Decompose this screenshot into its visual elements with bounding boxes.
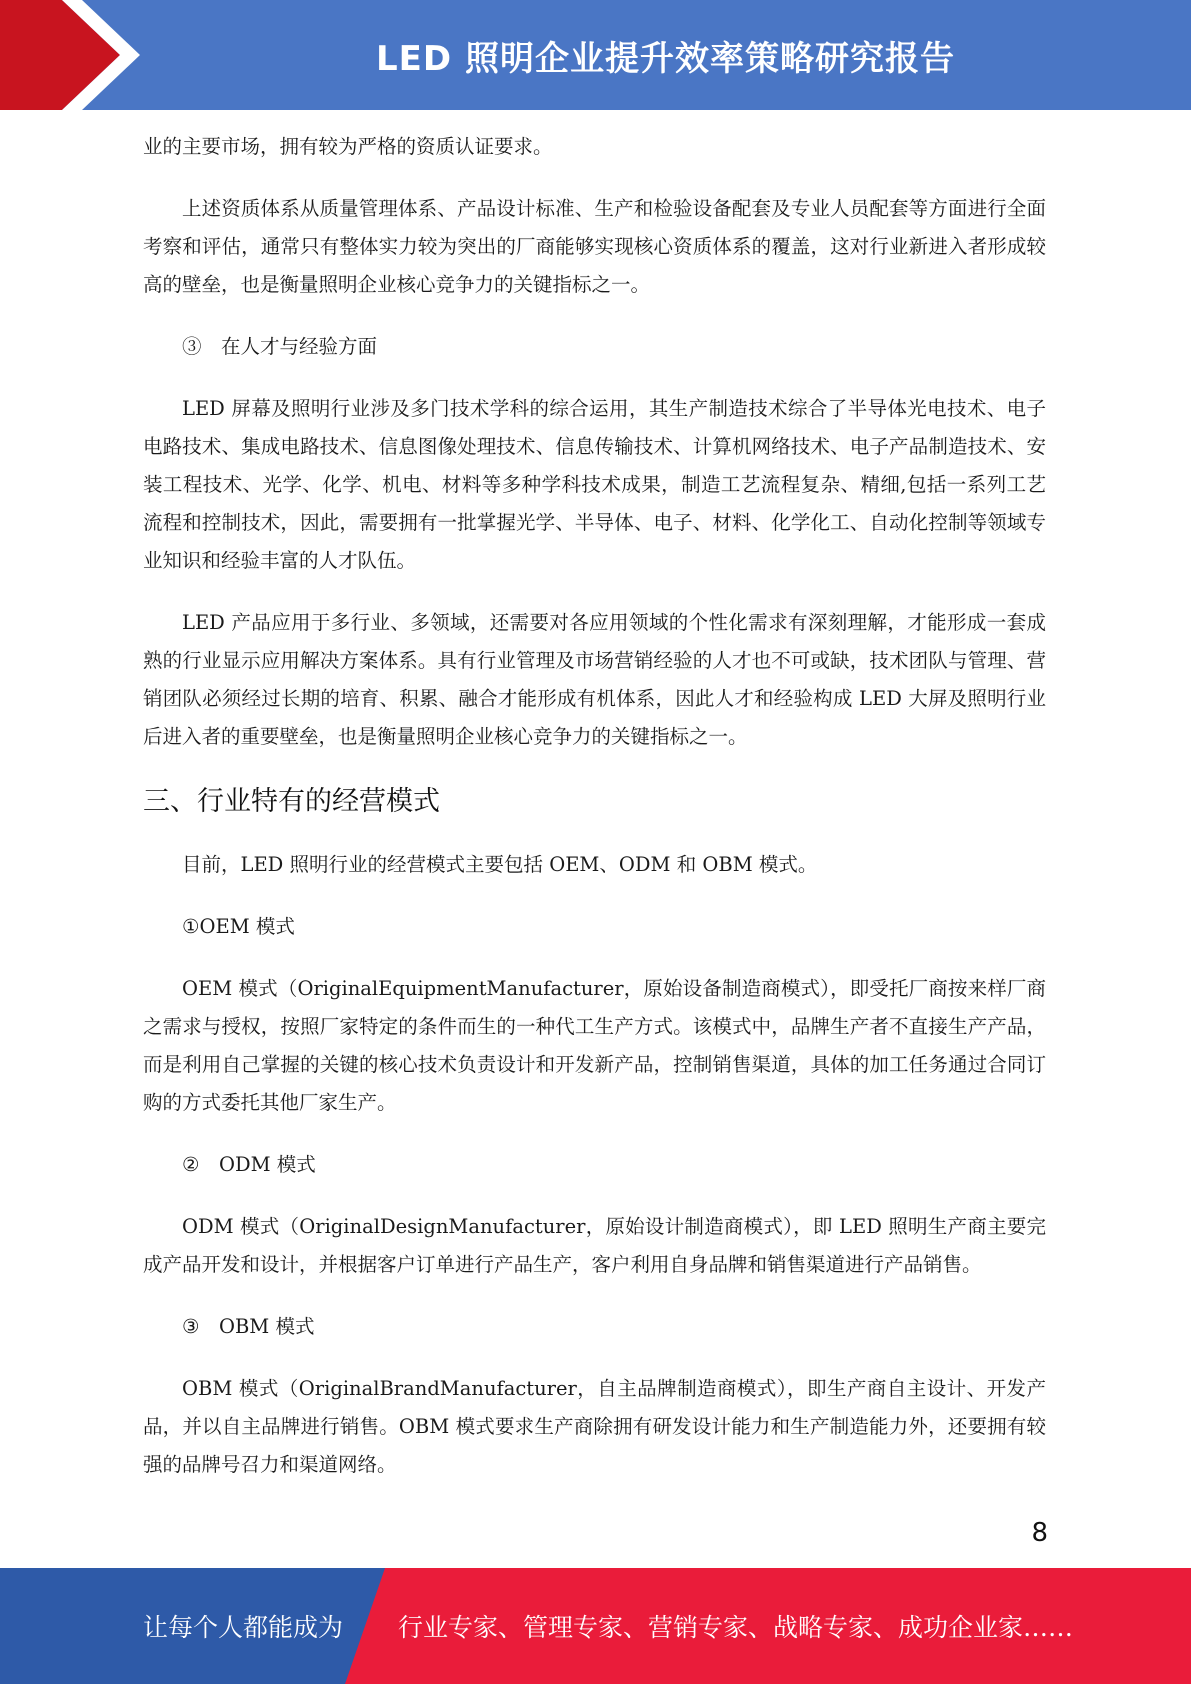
list-item-label: ③ 在人才与经验方面 — [182, 335, 378, 358]
paragraph: LED 产品应用于多行业、多领域，还需要对各应用领域的个性化需求有深刻理解，才能形成一套成熟的行业显示应用解决方案体系。具有行业管理及市场营销经验的人才也不可或缺，技术团队与管理、营销团队必须经过长期的培育、积累、融合才能形成有机体系，因此人才和经验构成 LED 大屏及照明行业后进入者的重要壁垒，也是衡量照明企业核心竞争力的关键指标之一。 — [143, 611, 1046, 748]
paragraph: OBM 模式（OriginalBrandManufacturer，自主品牌制造商模式），即生产商自主设计、开发产品，并以自主品牌进行销售。OBM 模式要求生产商除拥有研发设计能力和生产制造能力外，还要拥有较强的品牌号召力和渠道网络。 — [143, 1377, 1046, 1476]
header-banner — [0, 0, 1191, 110]
section-heading: 三、行业特有的经营模式 — [143, 786, 440, 817]
list-item-label: ② ODM 模式 — [182, 1153, 316, 1176]
paragraph: LED 屏幕及照明行业涉及多门技术学科的综合运用，其生产制造技术综合了半导体光电技术、电子电路技术、集成电路技术、信息图像处理技术、信息传输技术、计算机网络技术、电子产品制造技术、安装工程技术、光学、化学、机电、材料等多种学科技术成果，制造工艺流程复杂、精细,包括一系列工艺流程和控制技术，因此，需要拥有一批掌握光学、半导体、电子、材料、化学化工、自动化控制等领域专业知识和经验丰富的人才队伍。 — [143, 397, 1046, 572]
paragraph: 上述资质体系从质量管理体系、产品设计标准、生产和检验设备配套及专业人员配套等方面进行全面考察和评估，通常只有整体实力较为突出的厂商能够实现核心资质体系的覆盖，这对行业新进入者形成较高的壁垒，也是衡量照明企业核心竞争力的关键指标之一。 — [143, 197, 1046, 296]
page-body — [143, 128, 1046, 1508]
page-number: 8 — [1031, 1518, 1048, 1548]
paragraph: ODM 模式（OriginalDesignManufacturer，原始设计制造商模式），即 LED 照明生产商主要完成产品开发和设计，并根据客户订单进行产品生产，客户利用自身品牌和销售渠道进行产品销售。 — [143, 1215, 1046, 1276]
list-item-label: ①OEM 模式 — [182, 915, 295, 938]
footer-banner — [0, 1568, 1191, 1684]
list-item-label: ③ OBM 模式 — [182, 1315, 315, 1338]
report-title: LED 照明企业提升效率策略研究报告 — [376, 38, 955, 79]
footer-slogan-left: 让每个人都能成为 — [143, 1613, 344, 1642]
paragraph: OEM 模式（OriginalEquipmentManufacturer，原始设备制造商模式），即受托厂商按来样厂商之需求与授权，按照厂家特定的条件而生的一种代工生产方式。该模式中，品牌生产者不直接生产产品，而是利用自己掌握的关键的核心技术负责设计和开发新产品，控制销售渠道，具体的加工任务通过合同订购的方式委托其他厂家生产。 — [143, 977, 1046, 1114]
footer-slogan-right: 行业专家、管理专家、营销专家、战略专家、成功企业家…… — [398, 1613, 1074, 1642]
paragraph: 业的主要市场，拥有较为严格的资质认证要求。 — [143, 135, 553, 158]
paragraph: 目前，LED 照明行业的经营模式主要包括 OEM、ODM 和 OBM 模式。 — [182, 853, 818, 876]
